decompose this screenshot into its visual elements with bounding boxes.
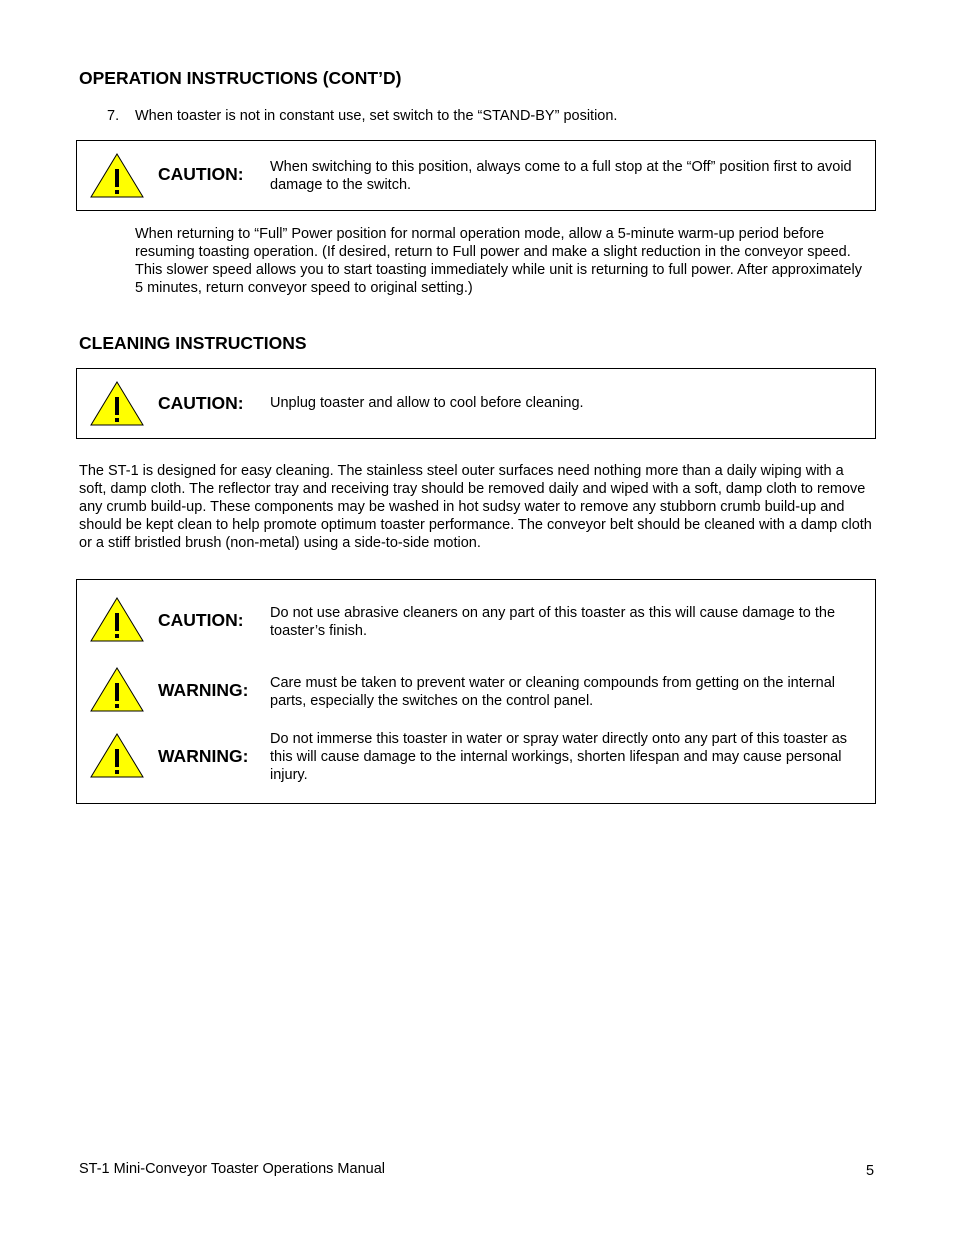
list-item-text: When toaster is not in constant use, set switch to the “STAND-BY” position. (135, 108, 618, 124)
caution-label: CAUTION: (158, 393, 244, 413)
warning-triangle-icon (90, 381, 144, 426)
list-number: 7. (107, 108, 120, 124)
caution-text: Unplug toaster and allow to cool before cleaning. (270, 395, 584, 411)
paragraph-full-power: When returning to “Full” Power position for normal operation mode, allow a 5-minute warm-up period before resuming toasting operation. (If desired, return to Full power and make a slight reduction in the conveyor speed. This slower speed allows you to start toasting immediately while unit is returning to full power. After approximately 5 minutes, return conveyor speed to original setting.) (135, 226, 862, 296)
warning-label: WARNING: (158, 680, 249, 700)
warning-triangle-icon (90, 597, 144, 642)
caution-box-switch (76, 140, 876, 211)
warning-label: WARNING: (158, 746, 249, 766)
page-number: 5 (866, 1163, 875, 1179)
caution-label: CAUTION: (158, 610, 244, 630)
paragraph-cleaning: The ST-1 is designed for easy cleaning. The stainless steel outer surfaces need nothing more than a daily wiping with a soft, damp cloth. The reflector tray and receiving tray should be removed daily and wiped with a soft, damp cloth to remove any crumb build-up. These components may be washed in hot sudsy water to remove any stubborn crumb build-up and should be kept clean to help promote optimum toaster performance. The conveyor belt should be cleaned with a damp cloth or a stiff bristled brush (non-metal) using a side-to-side motion. (79, 463, 872, 551)
footer-title: ST-1 Mini-Conveyor Toaster Operations Manual (79, 1161, 385, 1177)
warnings-box (76, 579, 876, 804)
warning-text: Care must be taken to prevent water or cleaning compounds from getting on the internal parts, especially the switches on the control panel. (270, 675, 836, 709)
warning-triangle-icon (90, 153, 144, 198)
caution-label: CAUTION: (158, 164, 244, 184)
section-heading-cleaning: CLEANING INSTRUCTIONS (79, 333, 307, 353)
caution-box-unplug (76, 368, 876, 439)
caution-text: When switching to this position, always come to a full stop at the “Off” position first to avoid damage to the switch. (270, 159, 852, 193)
warning-triangle-icon (90, 667, 144, 712)
warning-text: Do not immerse this toaster in water or spray water directly onto any part of this toaster as this will cause damage to the internal workings, shorten lifespan and may cause personal injury. (270, 731, 848, 783)
section-heading-operation: OPERATION INSTRUCTIONS (CONT’D) (79, 68, 402, 88)
caution-text: Do not use abrasive cleaners on any part of this toaster as this will cause damage to the toaster’s finish. (270, 605, 836, 639)
warning-triangle-icon (90, 733, 144, 778)
